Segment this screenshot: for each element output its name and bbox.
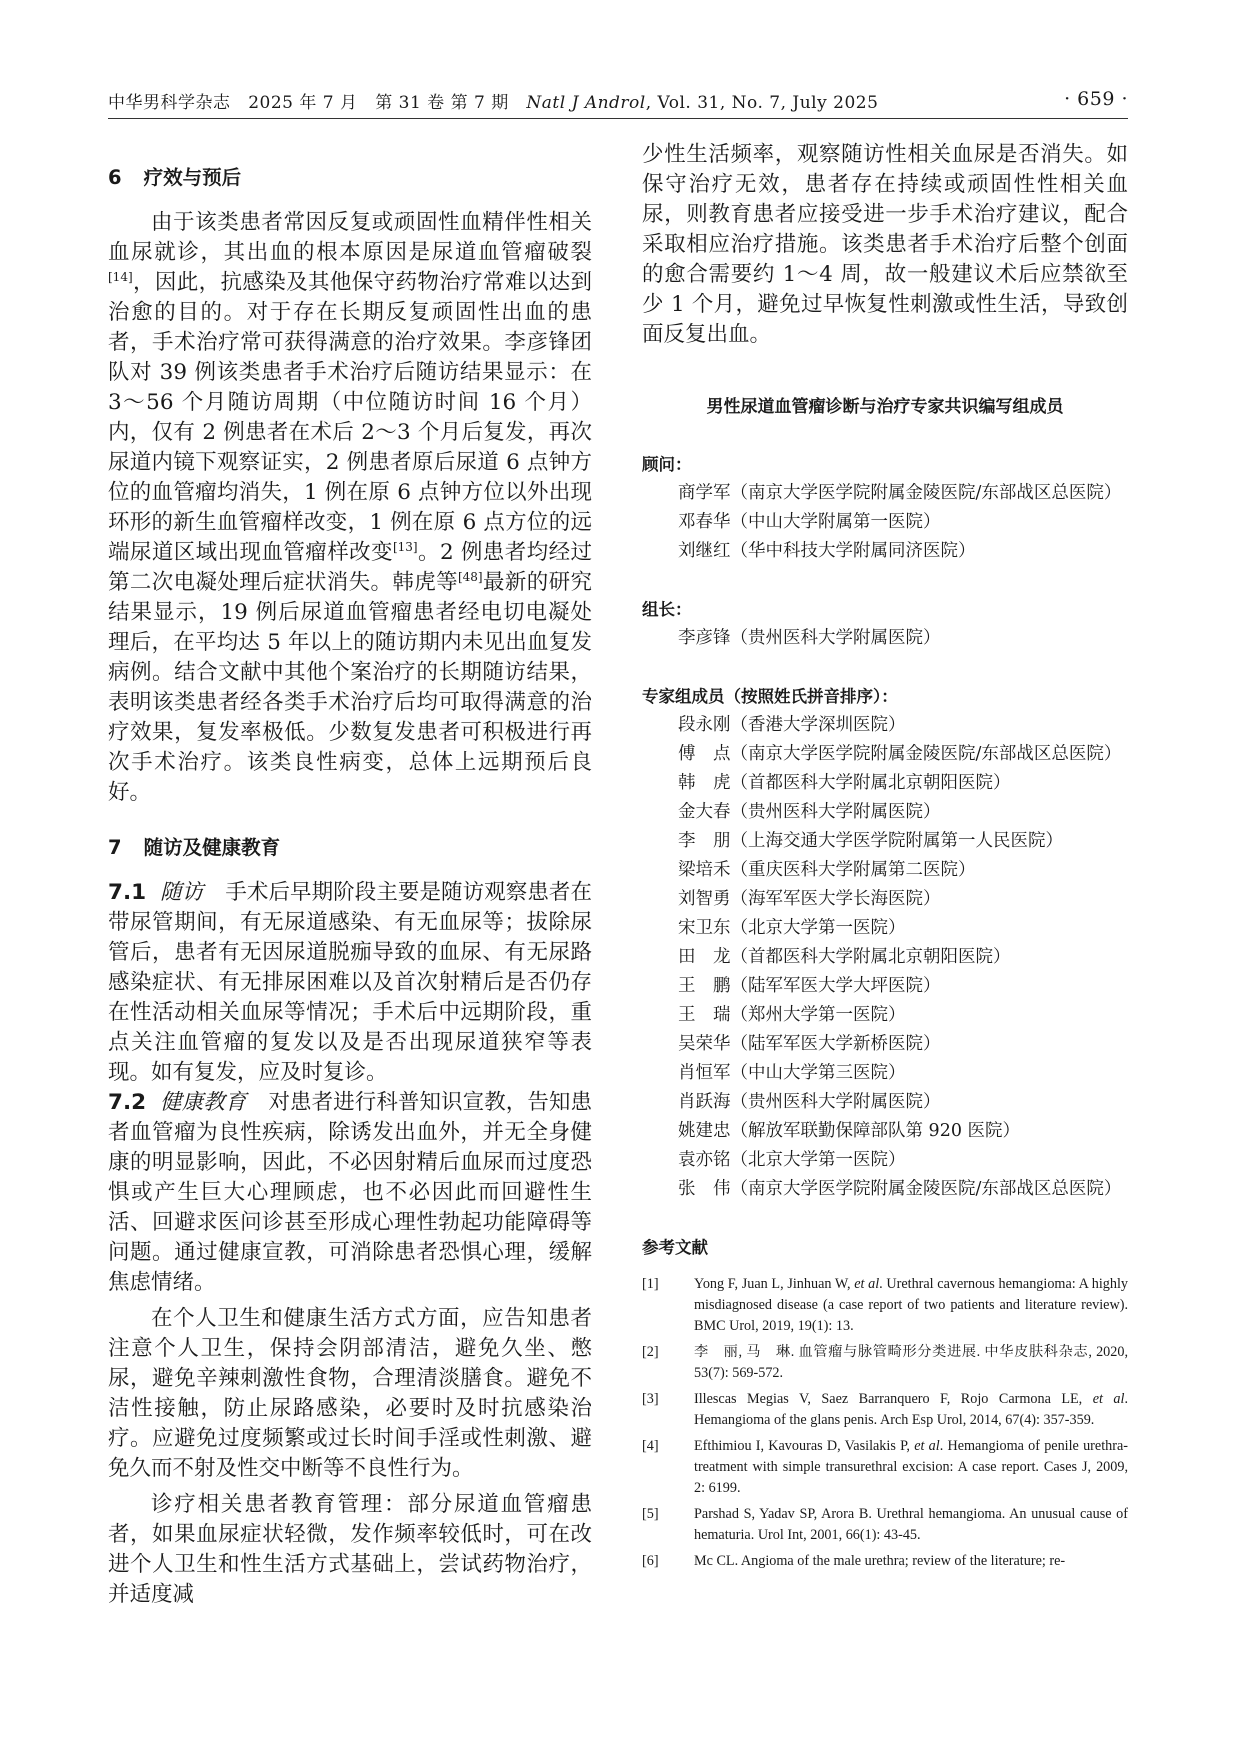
section-7-heading — [108, 832, 592, 860]
reference-number: [5] — [642, 1506, 659, 1522]
right-column — [642, 140, 1128, 1577]
reference-etal: et al — [854, 1276, 880, 1292]
citation[interactable]: [13] — [392, 540, 418, 554]
member-entry: 吴荣华（陆军军医大学新桥医院） — [678, 1034, 941, 1054]
citation[interactable]: [48] — [457, 570, 483, 584]
leader-label: 组长： — [642, 600, 692, 619]
volume-cn: 第 31 卷 第 7 期 — [375, 93, 509, 113]
reference-number: [4] — [642, 1438, 659, 1454]
leader-entry: 李彦锋（贵州医科大学附属医院） — [678, 628, 941, 648]
reference-item — [642, 1551, 1128, 1572]
member-entry: 梁培禾（重庆医科大学附属第二医院） — [678, 860, 976, 880]
members-list — [642, 711, 1128, 1204]
subsection-number: 7.1 — [108, 880, 147, 905]
reference-text: Efthimiou I, Kavouras D, Vasilakis P, — [694, 1438, 915, 1454]
reference-number: [1] — [642, 1276, 659, 1292]
reference-text: 李 丽, 马 琳. 血管瘤与脉管畸形分类进展. 中华皮肤科杂志, 2020, 53(7): 569-572. — [694, 1344, 1128, 1381]
citation[interactable]: [14] — [108, 270, 133, 284]
advisor-entry: 商学军（南京大学医学院附属金陵医院/东部战区总医院） — [678, 483, 1122, 503]
subsection-label: 随访 — [160, 880, 204, 905]
member-entry: 金大春（贵州医科大学附属医院） — [678, 802, 941, 822]
section-title: 疗效与预后 — [143, 166, 242, 189]
reference-item — [642, 1274, 1128, 1337]
reference-text: Parshad S, Yadav SP, Arora B. Urethral hemangioma. An unusual cause of hematuria. Urol Int, 2001, 66(1): 43-45. — [694, 1506, 1128, 1543]
section-number: 6 — [108, 166, 122, 189]
reference-number: [6] — [642, 1553, 659, 1569]
member-entry: 张 伟（南京大学医学院附属金陵医院/东部战区总医院） — [678, 1179, 1122, 1199]
reference-text: Mc CL. Angioma of the male urethra; review of the literature; re- — [694, 1553, 1066, 1569]
running-header — [108, 82, 1128, 114]
reference-number: [2] — [642, 1344, 659, 1360]
reference-item — [642, 1504, 1128, 1546]
reference-text: Illescas Megias V, Saez Barranquero F, Rojo Carmona LE, — [694, 1391, 1093, 1407]
member-entry: 肖跃海（贵州医科大学附属医院） — [678, 1092, 941, 1112]
member-entry: 韩 虎（首都医科大学附属北京朝阳医院） — [678, 773, 1011, 793]
header-journal-info — [108, 88, 878, 113]
journal-name-cn: 中华男科学杂志 — [108, 93, 231, 113]
subsection-number: 7.2 — [108, 1090, 147, 1115]
text-run: 最新的研究结果显示，19 例后尿道血管瘤患者经电切电凝处理后，在平均达 5 年以上的随访期内未见出血复发病例。结合文献中其他个案治疗的长期随访结果，表明该类患者经各类手术治疗后均可取得满意的治疗效果，复发率极低。少数复发患者可积极进行再次手术治疗。该类良性病变，总体上远期预后良好。 — [108, 570, 592, 805]
reference-text: . Urethral cavernous hemangioma: A highly misdiagnosed disease (a case report of two patients and literature review). BMC Urol, 2019, 19(1): 13. — [694, 1276, 1128, 1334]
text-run: 。2 例患者均经过第二次电凝处理后症状消失。韩虎等 — [108, 540, 592, 595]
advisor-entry: 刘继红（华中科技大学附属同济医院） — [678, 541, 976, 561]
reference-item — [642, 1342, 1128, 1384]
page-number: · 659 · — [1064, 88, 1128, 110]
reference-etal: et al — [914, 1438, 940, 1454]
member-entry: 姚建忠（解放军联勤保障部队第 920 医院） — [678, 1121, 1021, 1141]
section-number: 7 — [108, 836, 122, 859]
reference-item — [642, 1389, 1128, 1431]
reference-text: . Hemangioma of the glans penis. Arch Esp Urol, 2014, 67(4): 357-359. — [694, 1391, 1128, 1428]
references-list — [642, 1274, 1128, 1572]
member-entry: 刘智勇（海军军医大学长海医院） — [678, 889, 941, 909]
subsection-7-2 — [108, 1088, 592, 1298]
text-run: 由于该类患者常因反复或顽固性血精伴性相关血尿就诊，其出血的根本原因是尿道血管瘤破裂 — [108, 210, 592, 265]
leaders-list — [642, 624, 1128, 653]
subsection-label: 健康教育 — [160, 1090, 247, 1115]
hygiene-paragraph: 在个人卫生和健康生活方式方面，应告知患者注意个人卫生，保持会阴部清洁，避免久坐、憋尿，避免辛辣刺激性食物，合理清淡膳食。避免不洁性接触，防止尿路感染，必要时及时抗感染治疗。应避免过度频繁或过长时间手淫或性刺激、避免久而不射及性交中断等不良性行为。 — [108, 1306, 592, 1481]
left-column — [108, 140, 592, 1610]
reference-number: [3] — [642, 1391, 659, 1407]
section-title: 随访及健康教育 — [143, 836, 281, 859]
member-entry: 段永刚（香港大学深圳医院） — [678, 715, 906, 735]
text-run: 手术后早期阶段主要是随访观察患者在带尿管期间，有无尿道感染、有无血尿等；拔除尿管后，患者有无因尿道脱痂导致的血尿、有无尿路感染症状、有无排尿困难以及首次射精后是否仍存在性活动相关血尿等情况；手术后中远期阶段，重点关注血管瘤的复发以及是否出现尿道狭窄等表现。如有复发，应及时复诊。 — [108, 880, 592, 1085]
management-paragraph-start: 诊疗相关患者教育管理：部分尿道血管瘤患者，如果血尿症状轻微，发作频率较低时，可在改进个人卫生和性生活方式基础上，尝试药物治疗，并适度减 — [108, 1492, 592, 1607]
management-paragraph-continued: 少性生活频率，观察随访性相关血尿是否消失。如保守治疗无效，患者存在持续或顽固性性相关血尿，则教育患者应接受进一步手术治疗建议，配合采取相应治疗措施。该类患者手术治疗后整个创面的愈合需要约 1～4 周，故一般建议术后应禁欲至少 1 个月，避免过早恢复性刺激或性生活，导致创面反复出血。 — [642, 142, 1128, 347]
member-entry: 袁亦铭（北京大学第一医院） — [678, 1150, 906, 1170]
reference-text: . Hemangioma of penile urethra-treatment with simple transurethral excision: A case report. Cases J, 2009, 2: 6199. — [694, 1438, 1128, 1496]
advisor-entry: 邓春华（中山大学附属第一医院） — [678, 512, 941, 532]
member-entry: 王 瑞（郑州大学第一医院） — [678, 1005, 906, 1025]
advisors-label: 顾问： — [642, 455, 692, 474]
advisors-list — [642, 479, 1128, 566]
header-rule — [108, 118, 1128, 119]
journal-name-en: Natl J Androl — [526, 93, 646, 113]
section-6-heading — [108, 162, 592, 190]
text-run: ，因此，抗感染及其他保守药物治疗常难以达到治愈的目的。对于存在长期反复顽固性出血的患者，手术治疗常可获得满意的治疗效果。李彦锋团队对 39 例该类患者手术治疗后随访结果显示：在 3～56 个月随访周期（中位随访时间 16 个月）内，仅有 2 例患者在术后 2～3 个月后复发，再次尿道内镜下观察证实，2 例患者原后尿道 6 点钟方位的血管瘤均消失，1 例在原 6 点钟方位以外出现环形的新生血管瘤样改变，1 例在原 6 点方位的远端尿道区域出现血管瘤样改变 — [108, 270, 592, 565]
text-run: 对患者进行科普知识宣教，告知患者血管瘤为良性疾病，除诱发出血外，并无全身健康的明显影响，因此，不必因射精后血尿而过度恐惧或产生巨大心理顾虑，也不必因此而回避性生活、回避求医问诊甚至形成心理性勃起功能障碍等问题。通过健康宣教，可消除患者恐惧心理，缓解焦虑情绪。 — [108, 1090, 592, 1295]
reference-text: Yong F, Juan L, Jinhuan W, — [694, 1276, 855, 1292]
references-heading: 参考文献 — [642, 1238, 708, 1257]
member-entry: 田 龙（首都医科大学附属北京朝阳医院） — [678, 947, 1011, 967]
issue-date-cn: 2025 年 7 月 — [248, 93, 358, 113]
member-entry: 王 鹏（陆军军医大学大坪医院） — [678, 976, 941, 996]
member-entry: 傅 点（南京大学医学院附属金陵医院/东部战区总医院） — [678, 744, 1122, 764]
member-entry: 李 朋（上海交通大学医学院附属第一人民医院） — [678, 831, 1063, 851]
members-label: 专家组成员（按照姓氏拼音排序）： — [642, 687, 898, 706]
member-entry: 肖恒军（中山大学第三医院） — [678, 1063, 906, 1083]
volume-en: , Vol. 31, No. 7, July 2025 — [645, 93, 879, 113]
section-6-paragraph — [108, 208, 592, 808]
subsection-7-1 — [108, 878, 592, 1088]
member-entry: 宋卫东（北京大学第一医院） — [678, 918, 906, 938]
committee-title: 男性尿道血管瘤诊断与治疗专家共识编写组成员 — [706, 397, 1064, 417]
reference-item — [642, 1436, 1128, 1499]
reference-etal: et al — [1092, 1391, 1125, 1407]
